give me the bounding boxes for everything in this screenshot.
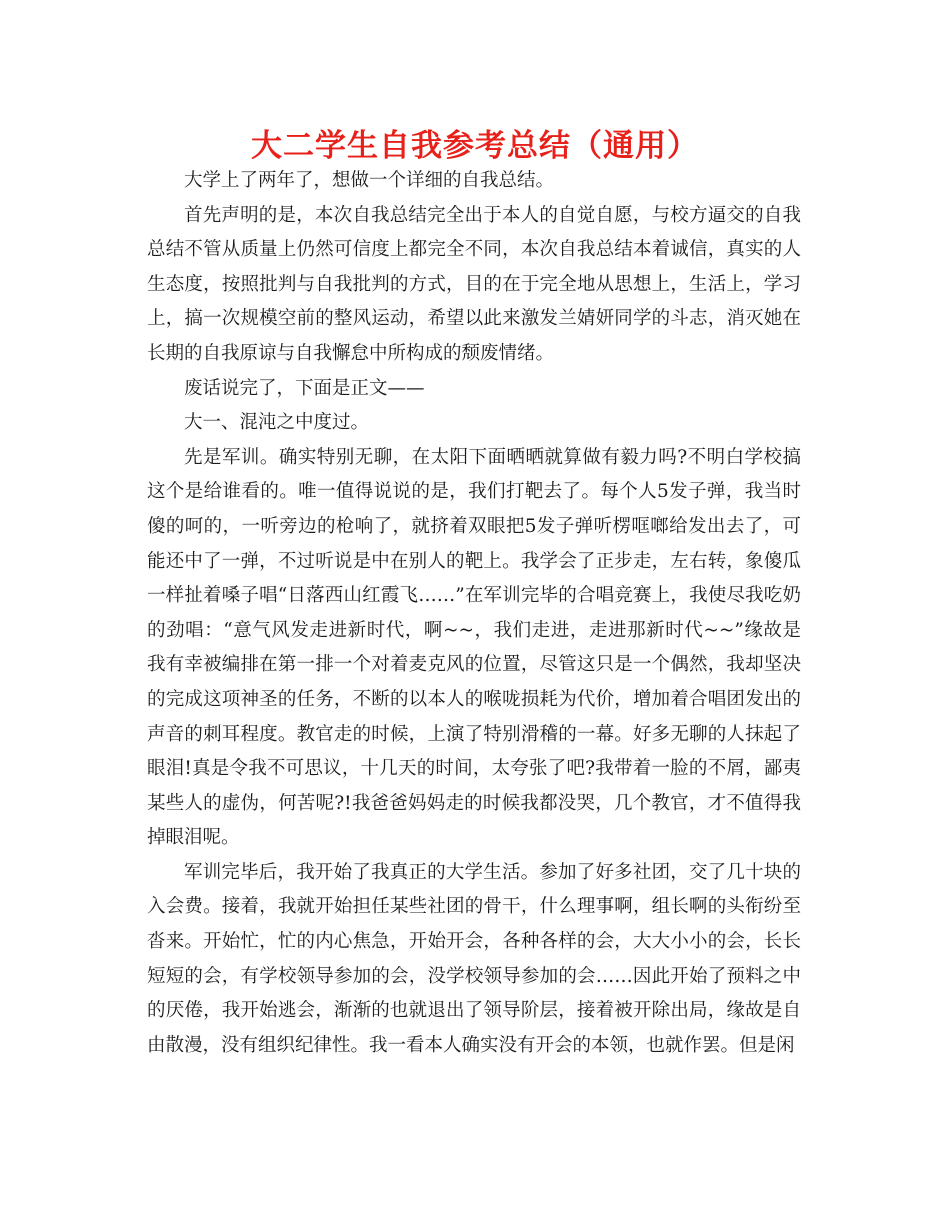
paragraph: 先是军训。确实特别无聊，在太阳下面晒晒就算做有毅力吗?不明白学校搞这个是给谁看的。唯一值得说说的是，我们打靶去了。每个人5发子弹，我当时傻的呵的，一听旁边的枪响了，就挤着双眼把5发子弹听楞哐啷给发出去了，可能还中了一弹，不过听说是中在别人的靶上。我学会了正步走，左右转，象傻瓜一样扯着嗓子唱“日落西山红霞飞……”在军训完毕的合唱竞赛上，我使尽我吃奶的劲唱：“意气风发走进新时代，啊~~，我们走进，走进那新时代~~”缘故是我有幸被编排在第一排一个对着麦克风的位置，尽管这只是一个偶然，我却坚决的完成这项神圣的任务，不断的以本人的喉咙损耗为代价，增加着合唱团发出的声音的刺耳程度。教官走的时候，上演了特别滑稽的一幕。好多无聊的人抹起了眼泪!真是令我不可思议，十几天的时间，太夸张了吧?我带着一脸的不屑，鄙夷某些人的虚伪，何苦呢?!我爸爸妈妈走的时候我都没哭，几个教官，才不值得我掉眼泪呢。 <box>147 446 801 849</box>
document-title: 大二学生自我参考总结（通用） <box>251 128 699 164</box>
paragraph: 军训完毕后，我开始了我真正的大学生活。参加了好多社团，交了几十块的入会费。接着，我就开始担任某些社团的骨干，什么理事啊，组长啊的头衔纷至沓来。开始忙，忙的内心焦急，开始开会，各种各样的会，大大小小的会，长长短短的会，有学校领导参加的会，没学校领导参加的会……因此开始了预料之中的厌倦，我开始逃会，渐渐的也就退出了领导阶层，接着被开除出局，缘故是自由散漫，没有组织纪律性。我一看本人确实没有开会的本领，也就作罢。但是闲 <box>147 861 801 1056</box>
paragraph: 大学上了两年了，想做一个详细的自我总结。 <box>184 170 555 191</box>
paragraph: 首先声明的是，本次自我总结完全出于本人的自觉自愿，与校方逼交的自我总结不管从质量上仍然可信度上都完全不同，本次自我总结本着诚信，真实的人生态度，按照批判与自我批判的方式，目的在于完全地从思想上，生活上，学习上，搞一次规模空前的整风运动，希望以此来激发兰婧妍同学的斗志，消灭她在长期的自我原谅与自我懈怠中所构成的颓废情绪。 <box>147 204 801 364</box>
paragraph: 大一、混沌之中度过。 <box>184 412 370 434</box>
paragraph: 废话说完了，下面是正文—— <box>184 377 425 399</box>
document-body <box>147 164 801 1063</box>
